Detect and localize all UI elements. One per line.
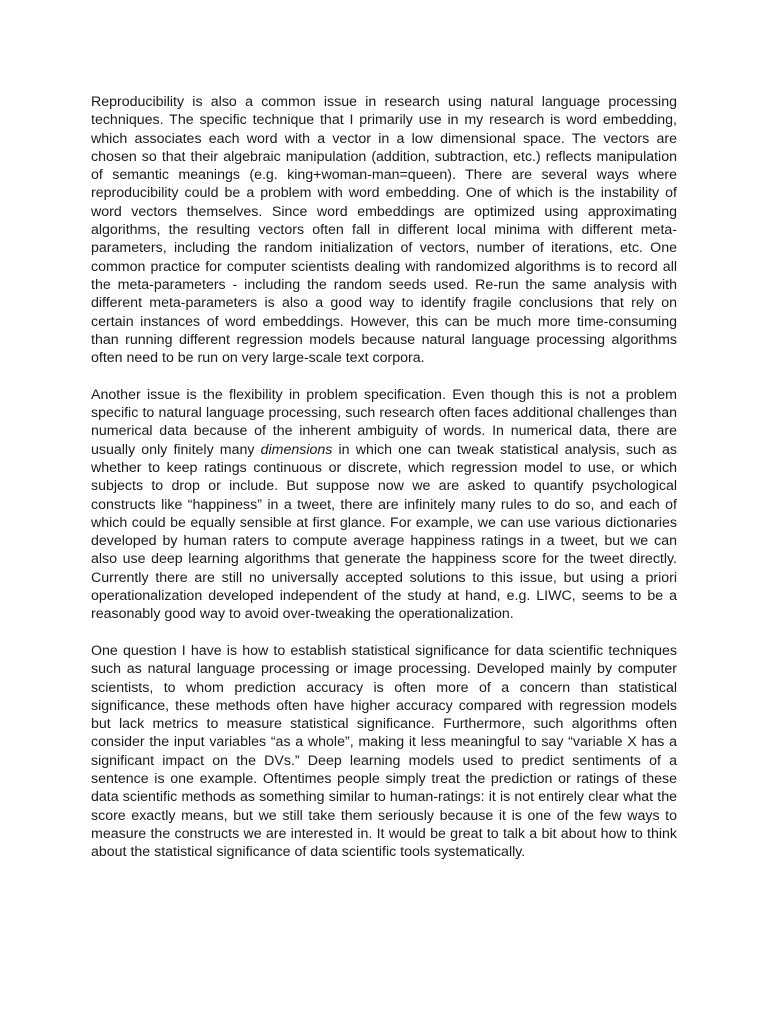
paragraph-statistical-significance (91, 642, 677, 862)
paragraph-text: Another issue is the flexibility in problem specification. Even though this is not a problem specific to natural language processing, such research often faces additional challenges than numerical data because of the inherent ambiguity of words. In numerical data, there are usually only finitely many (91, 386, 677, 458)
paragraph-text: in which one can tweak statistical analysis, such as whether to keep ratings continuous or discrete, which regression model to use, or which subjects to drop or include. But suppose now we are asked to quantify psychological constructs like “happiness” in a tweet, there are infinitely many rules to do so, and each of which could be equally sensible at first glance. For example, we can use various dictionaries developed by human raters to compute average happiness ratings in a tweet, but we can also use deep learning algorithms that generate the happiness score for the tweet directly. Currently there are still no universally accepted solutions to this issue, but using a priori operationalization developed independent of the study at hand, e.g. LIWC, seems to be a reasonably good way to avoid over-tweaking the operationalization. (91, 441, 677, 623)
paragraph-text: Reproducibility is also a common issue in research using natural language processing techniques. The specific technique that I primarily use in my research is word embedding, which associates each word with a vector in a low dimensional space. The vectors are chosen so that their algebraic manipulation (addition, subtraction, etc.) reflects manipulation of semantic meanings (e.g. king+woman-man=queen). There are several ways where reproducibility could be a problem with word embedding. One of which is the instability of word vectors themselves. Since word embeddings are optimized using approximating algorithms, the resulting vectors often fall in different local minima with different meta-parameters, including the random initialization of vectors, number of iterations, etc. One common practice for computer scientists dealing with randomized algorithms is to record all the meta-parameters - including the random seeds used. Re-run the same analysis with different meta-parameters is also a good way to identify fragile conclusions that rely on certain instances of word embeddings. However, this can be much more time-consuming than running different regression models because natural language processing algorithms often need to be run on very large-scale text corpora. (91, 94, 677, 367)
emphasized-word: dimensions (260, 441, 333, 458)
document-body (91, 93, 677, 861)
paragraph-reproducibility (91, 93, 677, 367)
paragraph-flexibility (91, 386, 677, 624)
paragraph-text: One question I have is how to establish statistical significance for data scientific techniques such as natural language processing or image processing. Developed mainly by computer scientists, to whom prediction accuracy is often more of a concern than statistical significance, these methods often have higher accuracy compared with regression models but lack metrics to measure statistical significance. Furthermore, such algorithms often consider the input variables “as a whole”, making it less meaningful to say “variable X has a significant impact on the DVs.” Deep learning models used to predict sentiments of a sentence is one example. Oftentimes people simply treat the prediction or ratings of these data scientific methods as something similar to human-ratings: it is not entirely clear what the score exactly means, but we still take them seriously because it is one of the few ways to measure the constructs we are interested in. It would be great to talk a bit about how to think about the statistical significance of data scientific tools systematically. (91, 642, 677, 861)
